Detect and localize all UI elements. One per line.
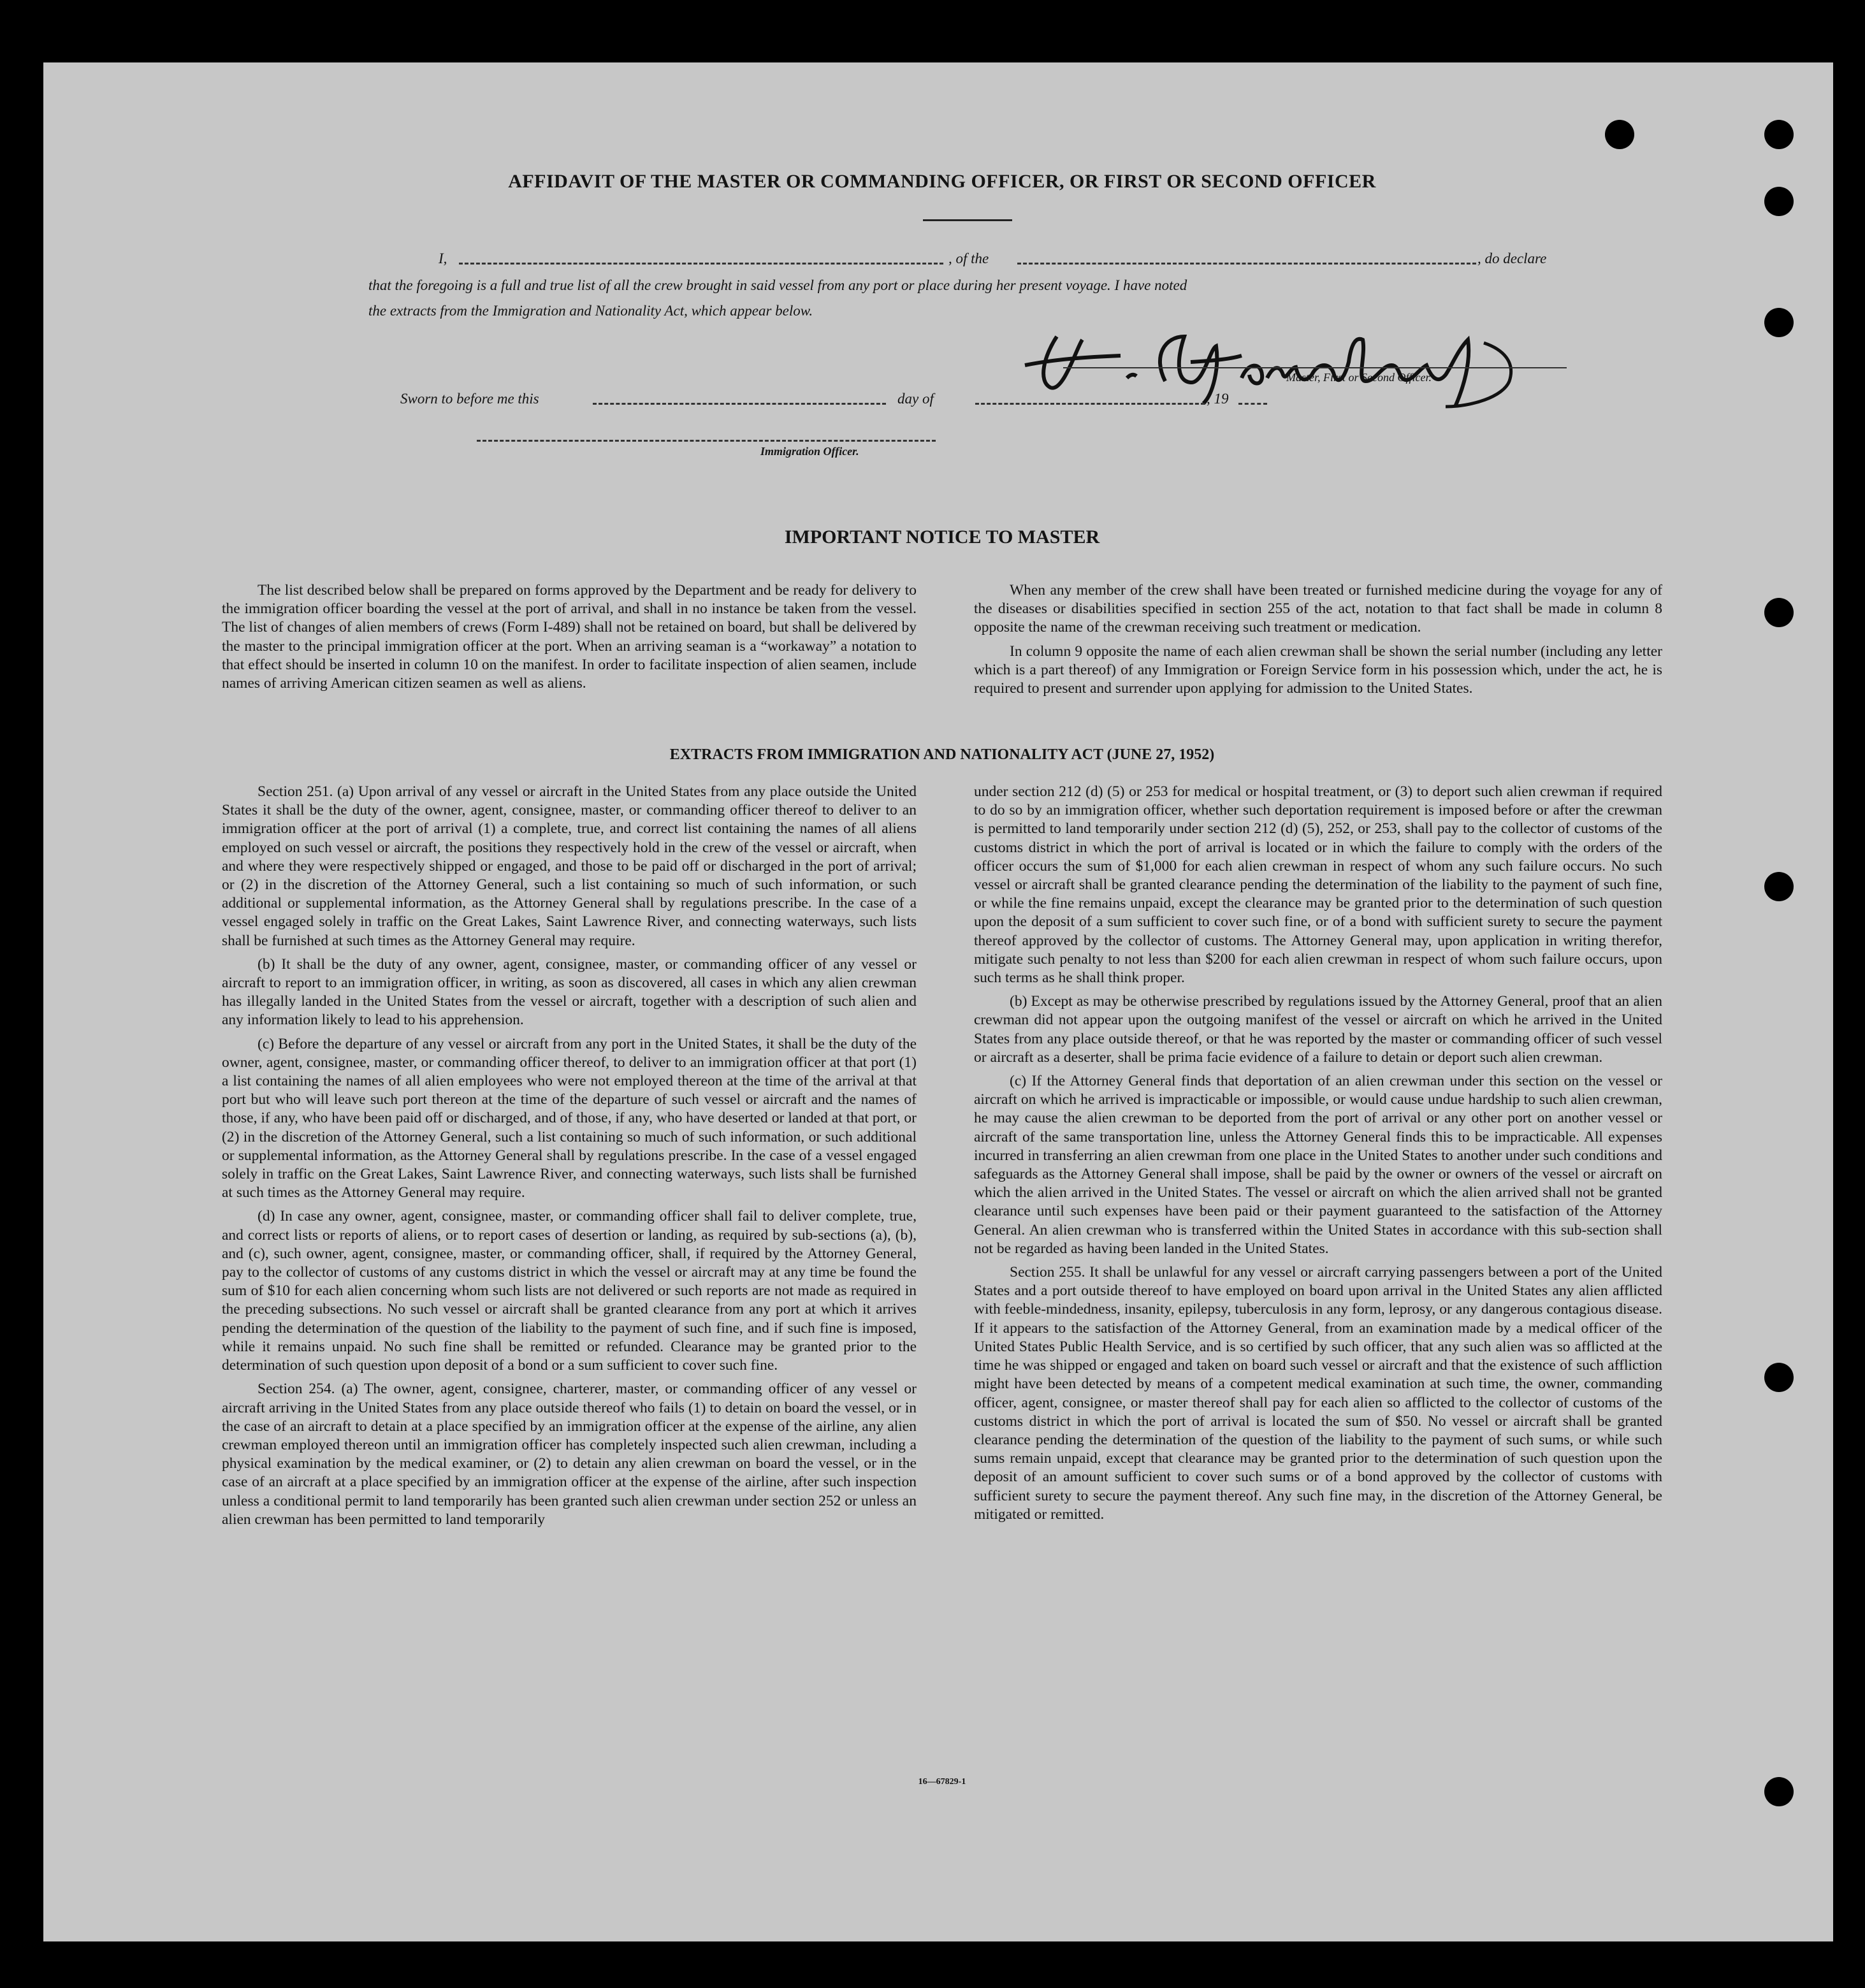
year-label: , 19 [1207, 391, 1229, 407]
declaration-line-1: that the foregoing is a full and true list of all the crew brought in said vessel from any port or place during her present voyage. I have noted [368, 277, 1187, 293]
day-of-label: day of [897, 391, 934, 407]
i-label: I, [439, 250, 447, 266]
punch-hole [1764, 308, 1794, 337]
name-field [459, 263, 943, 265]
section-254-a: Section 254. (a) The owner, agent, consignee, charterer, master, or commanding officer of any vessel or aircraft arriving in the United States from any place outside thereof who fails (1) to detain on board the vessel, or in the case of an aircraft to detain at a place specified by an immigration officer at the expense of the airline, any alien crewman employed thereon until an immigration officer has completely inspected such alien crewman, including a physical examination by the medical examiner, or (2) to detain any alien crewman on board the vessel, or in the case of an aircraft at a place specified by an immigration officer at the expense of the airline, after such inspection unless a conditional permit to land temporarily has been granted such alien crewman under section 252 or unless an alien crewman has been permitted to land temporarily [222, 1381, 917, 1528]
extracts-right-column [974, 783, 1662, 1529]
punch-hole [1764, 1363, 1794, 1392]
notice-title: IMPORTANT NOTICE TO MASTER [784, 526, 1100, 548]
declaration-line-2: the extracts from the Immigration and Nationality Act, which appear below. [368, 303, 813, 319]
sworn-label: Sworn to before me this [400, 391, 539, 407]
punch-hole [1764, 598, 1794, 627]
punch-hole [1605, 120, 1634, 149]
section-251-c: (c) Before the departure of any vessel or aircraft from any port in the United States, it shall be the duty of the owner, agent, consignee, master, or commanding officer thereof, to deliver to an immigration officer at that port (1) a list containing the names of all alien employees who were not employed thereon at the time of the arrival at that port but who will leave such port thereon at the time of the departure of such vessel or aircraft and the names of those, if any, who have been paid off or discharged, and of those, if any, who have deserted or landed at that port, or (2) in the discretion of the Attorney General, such a list containing so much of such information, or such additional or supplemental information, as the Attorney General shall by regulations prescribe. In the case of a vessel engaged solely in traffic on the Great Lakes, Saint Lawrence River, and connecting waterways, such lists shall be furnished at such times as the Attorney General may require. [222, 1035, 917, 1201]
document-page [43, 62, 1833, 1941]
punch-hole [1764, 872, 1794, 901]
title-underline [923, 219, 1012, 221]
notice-right-paragraph-2: In column 9 opposite the name of each alien crewman shall be shown the serial number (including any letter which is a part thereof) of any Immigration or Foreign Service form in his possession which, under the act, he is required to present and surrender upon applying for admission to the United States. [974, 642, 1662, 697]
of-the-label: , of the [948, 250, 989, 266]
year-field [1238, 403, 1267, 405]
notice-left-column [222, 581, 917, 698]
extracts-left-column [222, 783, 917, 1534]
month-field [975, 403, 1205, 405]
section-254-c: (c) If the Attorney General finds that deportation of an alien crewman under this section on the vessel or aircraft on which he arrived is impracticable or impossible, or would cause undue hardship to such alien crewman, he may cause the alien crewman to be deported from the port of arrival or any other port on another vessel or aircraft of the same transportation line, unless the Attorney General finds this to be impracticable. All expenses incurred in transferring an alien crewman from one place in the United States to another under such conditions and safeguards as the Attorney General shall impose, shall be paid by the owner or owners of the vessel or aircraft on which the alien arrived in the United States. The vessel or aircraft on which the alien arrived shall not be granted clearance until such expenses have been paid or their payment guaranteed to the satisfaction of the Attorney General. An alien crewman who is transferred within the United States in accordance with this sub-section shall not be regarded as having been landed in the United States. [974, 1073, 1662, 1257]
punch-hole [1764, 187, 1794, 216]
extracts-title: EXTRACTS FROM IMMIGRATION AND NATIONALITY ACT (JUNE 27, 1952) [669, 746, 1215, 763]
section-251-d: (d) In case any owner, agent, consignee, master, or commanding officer shall fail to deliver complete, true, and correct lists or reports of aliens, or to report cases of desertion or landing, as required by sub-sections (a), (b), and (c), such owner, agent, consignee, master, or commanding officer, shall, if required by the Attorney General, pay to the collector of customs of any customs district in which the vessel or aircraft may at any time be found the sum of $10 for each alien concerning whom such lists are not delivered or such reports are not made as required in the preceding subsections. No such vessel or aircraft shall be granted clearance from any port at which it arrives pending the determination of the question of the liability to the payment of such fine, and if such fine is imposed, while it remains unpaid. No such fine shall be remitted or refunded. Clearance may be granted prior to the determination of such question upon deposit of a bond or a sum sufficient to cover such fine. [222, 1208, 917, 1374]
immigration-officer-caption: Immigration Officer. [760, 445, 859, 458]
punch-hole [1764, 120, 1794, 149]
form-number: 16—67829-1 [918, 1777, 966, 1787]
punch-hole [1764, 1777, 1794, 1806]
signature-caption: Master, First or Second Officer. [1286, 371, 1432, 384]
section-254-b: (b) Except as may be otherwise prescribed by regulations issued by the Attorney General, proof that an alien crewman did not appear upon the outgoing manifest of the vessel or aircraft on which he arrived in the United States from any place outside thereof, or that he was reported by the master or commanding officer of such vessel or aircraft as a deserter, shall be prima facie evidence of a failure to detain or deport such alien crewman. [974, 993, 1662, 1066]
sworn-day-field [593, 403, 886, 405]
signature-line [1063, 367, 1567, 368]
section-251-b: (b) It shall be the duty of any owner, agent, consignee, master, or commanding officer of any vessel or aircraft to report to an immigration officer, in writing, as soon as discovered, all cases in which any alien crewman has illegally landed in the United States from the vessel or aircraft, together with a description of such alien and any information likely to lead to his apprehension. [222, 955, 917, 1029]
immigration-officer-line [477, 440, 936, 442]
notice-right-paragraph-1: When any member of the crew shall have been treated or furnished medicine during the voyage for any of the diseases or disabilities specified in section 255 of the act, notation to that fact shall be made in column 8 opposite the name of the crewman receiving such treatment or medication. [974, 582, 1662, 636]
section-254-a-continued: under section 212 (d) (5) or 253 for medical or hospital treatment, or (3) to deport such alien crewman if required to do so by an immigration officer, whether such deportation requirement is imposed before or after the crewman is permitted to land temporarily under section 212 (d) (5), 252, or 253, shall pay to the collector of customs of the customs district in which the port of arrival is located or in which the failure to comply with the orders of the officer occurs the sum of $1,000 for each alien crewman in respect of whom any such failure occurs. No such vessel or aircraft shall be granted clearance pending the determination of the liability to the payment of such fine, or while the fine remains unpaid, except the clearance may be granted prior to the determination of such question upon the deposit of a sum sufficient to cover such fine, or of a bond with sufficient surety to secure the payment thereof approved by the collector of customs. The Attorney General may, upon application in writing therefor, mitigate such penalty to not less than $200 for each alien crewman in respect of whom such failure occurs, upon such terms as he shall think proper. [974, 783, 1662, 987]
signature [999, 311, 1573, 413]
section-255: Section 255. It shall be unlawful for any vessel or aircraft carrying passengers between a port of the United States and a port outside thereof to have employed on board upon arrival in the United States any alien afflicted with feeble-mindedness, insanity, epilepsy, tuberculosis in any form, leprosy, or any dangerous contagious disease. If it appears to the satisfaction of the Attorney General, from an examination made by a medical officer of the United States Public Health Service, and is so certified by such officer, that any such alien was so afflicted at the time he was shipped or engaged and taken on board such vessel or aircraft and that the existence of such affliction might have been detected by means of a competent medical examination at such time, the owner, commanding officer, agent, consignee, or master thereof shall pay for each alien so afflicted to the collector of customs of the customs district in which the port of arrival is located the sum of $50. No vessel or aircraft shall be granted clearance pending the determination of the question of the liability to the payment of such sums, or while such sums remain unpaid, except that clearance may be granted prior to the determination of such question upon the deposit of an amount sufficient to cover such sums or of a bond approved by the collector of customs with sufficient surety to secure the payment thereof. Any such fine may, in the discretion of the Attorney General, be mitigated or remitted. [974, 1264, 1662, 1523]
section-251-a: Section 251. (a) Upon arrival of any vessel or aircraft in the United States from any place outside the United States it shall be the duty of the owner, agent, consignee, master, or commanding officer thereof to deliver to an immigration officer at the port of arrival (1) a complete, true, and correct list containing the names of all aliens employed on such vessel or aircraft, the positions they respectively hold in the crew of the vessel or aircraft, when and where they were respectively shipped or engaged, and those to be paid off or discharged in the port of arrival; or (2) in the discretion of the Attorney General, such a list containing so much of such information, or such additional or supplemental information, as the Attorney General shall by regulations prescribe. In the case of a vessel engaged solely in traffic on the Great Lakes, Saint Lawrence River, and connecting waterways, such lists shall be furnished at such times as the Attorney General may require. [222, 783, 917, 949]
vessel-field [1017, 263, 1476, 265]
notice-left-paragraph: The list described below shall be prepared on forms approved by the Department and be ready for delivery to the immigration officer boarding the vessel at the port of arrival, and shall in no instance be taken from the vessel. The list of changes of alien members of crews (Form I-489) shall not be retained on board, but shall be delivered by the master to the principal immigration officer at the port. When an arriving seaman is a “workaway” a notation to that effect should be inserted in column 10 on the manifest. In order to facilitate inspection of alien seamen, include names of arriving American citizen seamen as well as aliens. [222, 582, 917, 692]
notice-right-column [974, 581, 1662, 703]
do-declare-label: , do declare [1477, 250, 1547, 266]
affidavit-title: AFFIDAVIT OF THE MASTER OR COMMANDING OFFICER, OR FIRST OR SECOND OFFICER [508, 171, 1376, 192]
